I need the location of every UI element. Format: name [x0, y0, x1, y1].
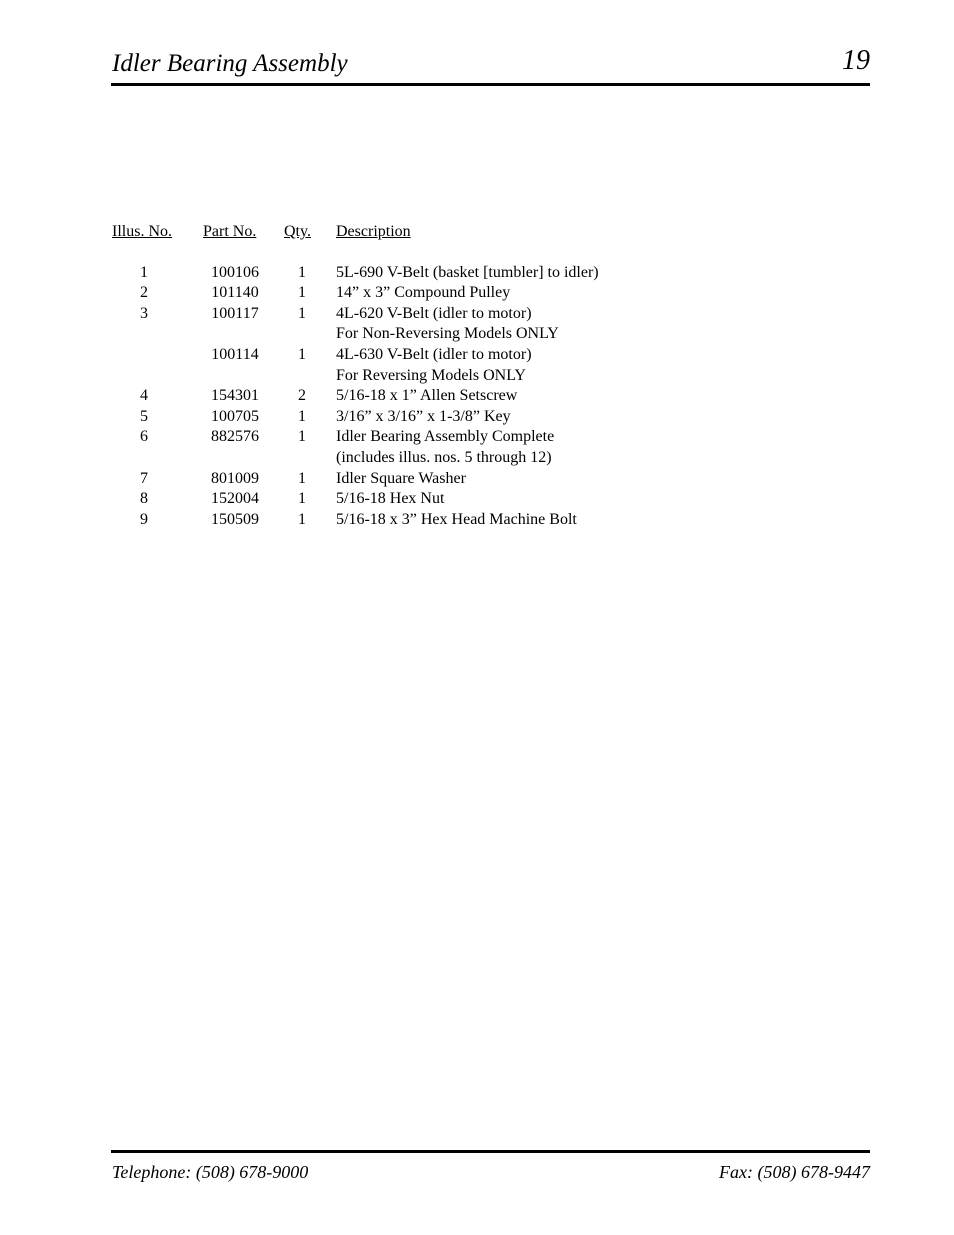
cell-description: For Reversing Models ONLY: [336, 366, 526, 384]
cell-illus-no: 4: [140, 387, 148, 405]
telephone-text: Telephone: (508) 678-9000: [112, 1162, 309, 1182]
column-header-illus: Illus. No.: [112, 223, 172, 240]
cell-illus-no: 9: [140, 510, 148, 528]
page-number: 19: [842, 45, 870, 76]
cell-description: 5/16-18 x 1” Allen Setscrew: [336, 387, 518, 405]
cell-qty: 1: [298, 469, 306, 487]
cell-description: 14” x 3” Compound Pulley: [336, 284, 511, 302]
cell-description: 3/16” x 3/16” x 1-3/8” Key: [336, 407, 511, 425]
footer-rule: [111, 1150, 870, 1153]
cell-qty: 1: [298, 263, 306, 281]
page-title: Idler Bearing Assembly: [112, 50, 348, 77]
cell-part-no: 100117: [211, 304, 259, 322]
cell-illus-no: 1: [140, 263, 148, 281]
cell-description: 5L-690 V-Belt (basket [tumbler] to idler): [336, 263, 599, 281]
cell-description: 5/16-18 x 3” Hex Head Machine Bolt: [336, 510, 577, 528]
cell-illus-no: 6: [140, 428, 148, 446]
fax-text: Fax: (508) 678-9447: [719, 1162, 870, 1182]
cell-part-no: 154301: [211, 387, 259, 405]
cell-part-no: 100106: [211, 263, 259, 281]
cell-qty: 1: [298, 490, 306, 508]
cell-part-no: 100114: [211, 345, 259, 363]
header-rule: [111, 83, 870, 86]
cell-part-no: 152004: [211, 490, 259, 508]
cell-qty: 2: [298, 387, 306, 405]
cell-qty: 1: [298, 304, 306, 322]
cell-qty: 1: [298, 345, 306, 363]
cell-illus-no: 8: [140, 490, 148, 508]
column-header-description: Description: [336, 223, 411, 240]
cell-part-no: 150509: [211, 510, 259, 528]
cell-part-no: 101140: [211, 284, 259, 302]
cell-qty: 1: [298, 428, 306, 446]
cell-description: 4L-620 V-Belt (idler to motor): [336, 304, 532, 322]
cell-qty: 1: [298, 284, 306, 302]
cell-description: Idler Bearing Assembly Complete: [336, 428, 555, 446]
column-header-part: Part No.: [203, 223, 257, 240]
cell-illus-no: 7: [140, 469, 148, 487]
cell-part-no: 801009: [211, 469, 259, 487]
cell-part-no: 882576: [211, 428, 259, 446]
cell-description: For Non-Reversing Models ONLY: [336, 325, 559, 343]
cell-qty: 1: [298, 510, 306, 528]
cell-qty: 1: [298, 407, 306, 425]
cell-illus-no: 2: [140, 284, 148, 302]
cell-description: 5/16-18 Hex Nut: [336, 490, 445, 508]
cell-illus-no: 3: [140, 304, 148, 322]
cell-description: Idler Square Washer: [336, 469, 466, 487]
cell-description: 4L-630 V-Belt (idler to motor): [336, 345, 532, 363]
column-header-qty: Qty.: [284, 223, 311, 240]
cell-illus-no: 5: [140, 407, 148, 425]
cell-description: (includes illus. nos. 5 through 12): [336, 448, 552, 466]
cell-part-no: 100705: [211, 407, 259, 425]
